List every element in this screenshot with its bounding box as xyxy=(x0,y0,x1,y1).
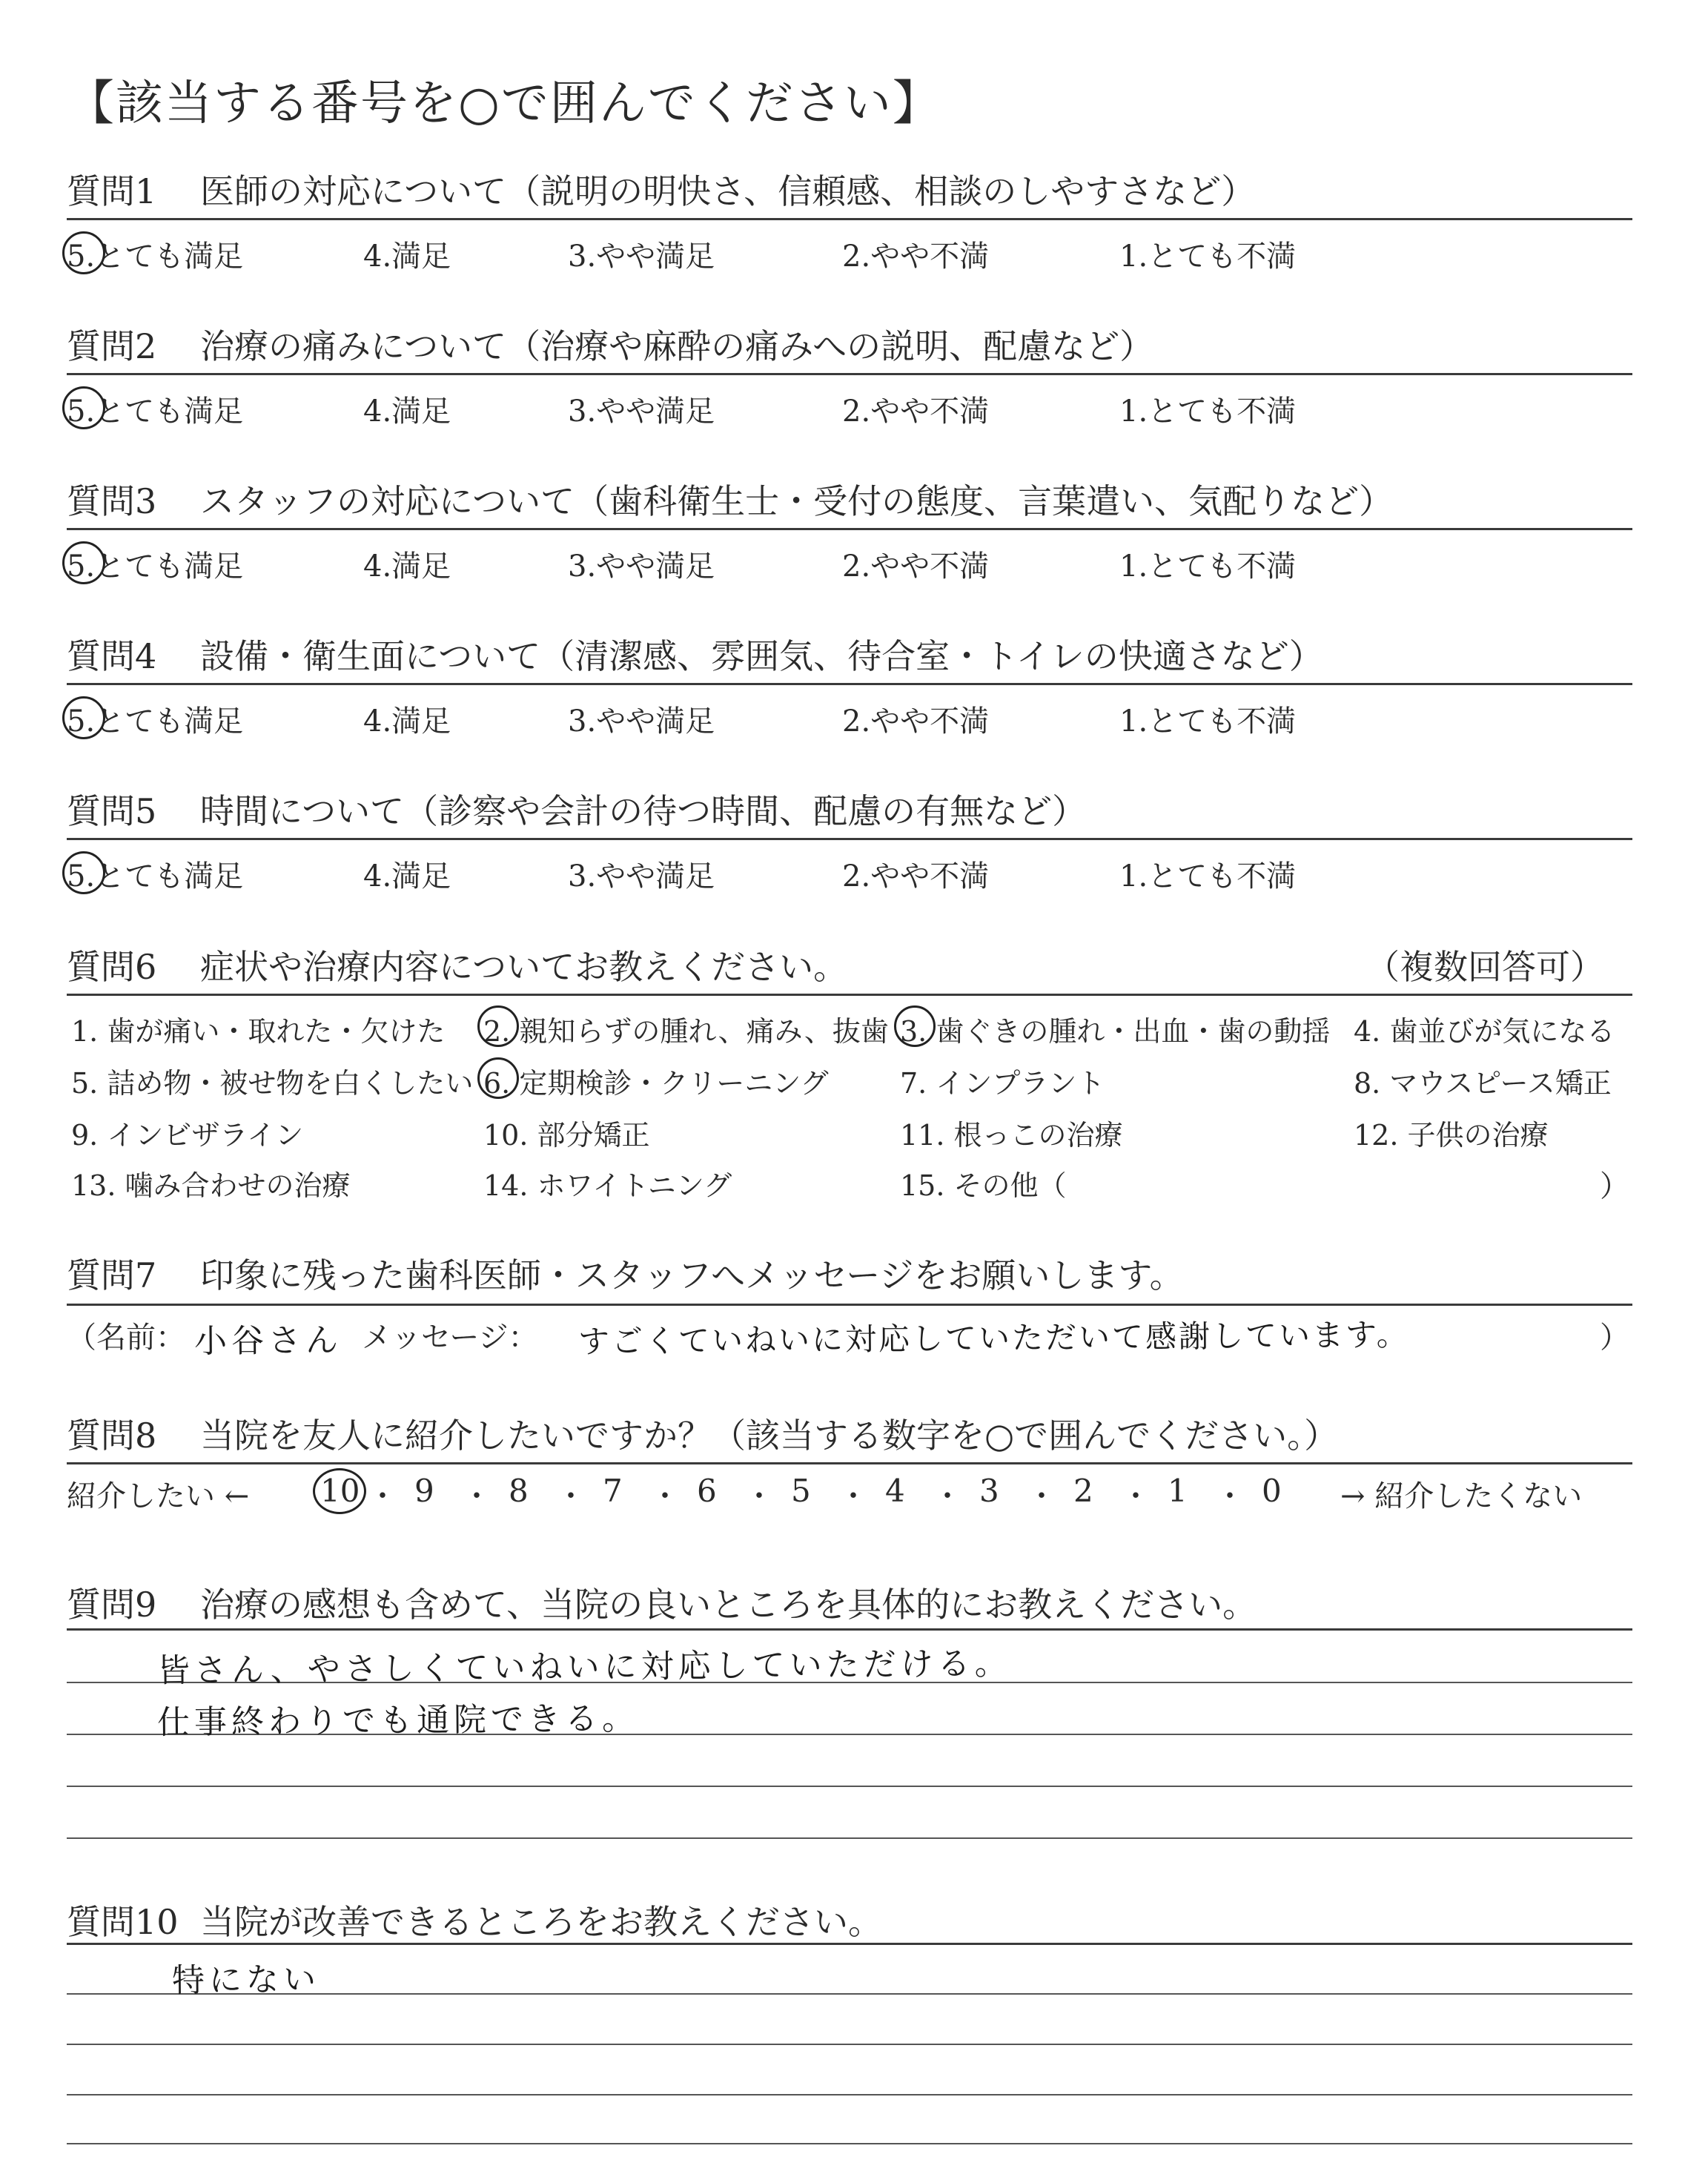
q7-message-handwriting: すごくていねいに対応していただいて感謝しています。 xyxy=(577,1316,1410,1360)
q4-option-2[interactable]: 2.やや不満 xyxy=(842,704,990,739)
q2-option-1[interactable]: 1.とても不満 xyxy=(1119,394,1297,429)
q1-option-4[interactable]: 4.満足 xyxy=(363,240,451,274)
q1-option-1[interactable]: 1.とても不満 xyxy=(1119,240,1297,274)
q8-text: 当院を友人に紹介したいですか？（該当する数字を○で囲んでください。） xyxy=(200,1416,1339,1456)
q5-option-1[interactable]: 1.とても不満 xyxy=(1119,859,1297,894)
q2-option-4[interactable]: 4.満足 xyxy=(363,394,451,429)
q1-option-3[interactable]: 3.やや満足 xyxy=(568,240,715,274)
q1-text: 医師の対応について（説明の明快さ、信頼感、相談のしやすさなど） xyxy=(200,171,1256,211)
q7-name-handwriting: 小谷さん xyxy=(193,1321,343,1361)
q6-option-5[interactable]: 5. 詰め物・被せ物を白くしたい xyxy=(71,1067,474,1100)
q8-scale-1[interactable]: 1 xyxy=(1168,1473,1188,1509)
q8-separator: ・ xyxy=(556,1479,586,1513)
q6-heading xyxy=(67,940,847,989)
q2-heading xyxy=(67,320,1153,369)
q10-rule xyxy=(67,1943,1632,1945)
q6-option-12[interactable]: 12. 子供の治療 xyxy=(1354,1119,1549,1152)
q4-number: 質問4 xyxy=(67,636,157,676)
q8-separator: ・ xyxy=(462,1479,491,1513)
q5-number: 質問5 xyxy=(67,791,157,831)
q8-separator: ・ xyxy=(744,1479,774,1513)
q6-option-11[interactable]: 11. 根っこの治療 xyxy=(900,1119,1123,1152)
q8-separator: ・ xyxy=(368,1479,397,1513)
q6-option-15[interactable]: 15. その他（ xyxy=(900,1169,1067,1202)
q3-option-3[interactable]: 3.やや満足 xyxy=(568,549,715,584)
q5-text: 時間について（診察や会計の待つ時間、配慮の有無など） xyxy=(200,791,1087,831)
q6-option-14[interactable]: 14. ホワイトニング xyxy=(483,1169,732,1202)
page-title: 【該当する番号を○で囲んでください】 xyxy=(67,76,941,131)
q3-option-1[interactable]: 1.とても不満 xyxy=(1119,549,1297,584)
q4-option-5[interactable]: 5.とても満足 xyxy=(67,704,244,739)
q5-heading xyxy=(67,785,1086,833)
q4-option-3[interactable]: 3.やや満足 xyxy=(568,704,715,739)
q8-scale-10[interactable]: 10 xyxy=(320,1473,360,1509)
q6-option-4[interactable]: 4. 歯並びが気になる xyxy=(1354,1015,1615,1048)
q8-separator: ・ xyxy=(1027,1479,1056,1513)
q8-scale-9[interactable]: 9 xyxy=(414,1473,434,1509)
q2-rule xyxy=(67,373,1632,375)
q6-option-8[interactable]: 8. マウスピース矯正 xyxy=(1354,1067,1612,1100)
q9-line-4 xyxy=(67,1837,1632,1839)
q6-option-2[interactable]: 2. 親知らずの腫れ、痛み、抜歯 xyxy=(483,1015,889,1048)
q4-rule xyxy=(67,683,1632,685)
q5-option-4[interactable]: 4.満足 xyxy=(363,859,451,894)
q10-heading xyxy=(67,1895,882,1944)
q1-heading xyxy=(67,165,1255,214)
q1-option-2[interactable]: 2.やや不満 xyxy=(842,240,990,274)
q6-option-13[interactable]: 13. 噛み合わせの治療 xyxy=(71,1169,351,1202)
q8-scale-2[interactable]: 2 xyxy=(1073,1473,1093,1509)
q6-option-3[interactable]: 3. 歯ぐきの腫れ・出血・歯の動揺 xyxy=(900,1015,1331,1048)
q1-option-5[interactable]: 5.とても満足 xyxy=(67,240,244,274)
q3-rule xyxy=(67,528,1632,530)
q10-line-3 xyxy=(67,2094,1632,2095)
q7-number: 質問7 xyxy=(67,1255,157,1295)
q9-number: 質問9 xyxy=(67,1585,157,1625)
q3-number: 質問3 xyxy=(67,481,157,521)
q7-rule xyxy=(67,1304,1632,1306)
q6-option-10[interactable]: 10. 部分矯正 xyxy=(483,1119,650,1152)
q10-line-2 xyxy=(67,2044,1632,2045)
q8-scale-0[interactable]: 0 xyxy=(1262,1473,1282,1509)
q2-option-3[interactable]: 3.やや満足 xyxy=(568,394,715,429)
q6-option-9[interactable]: 9. インビザライン xyxy=(71,1119,304,1152)
q2-text: 治療の痛みについて（治療や麻酔の痛みへの説明、配慮など） xyxy=(200,326,1154,366)
q3-option-4[interactable]: 4.満足 xyxy=(363,549,451,584)
q1-rule xyxy=(67,218,1632,220)
q8-separator: ・ xyxy=(838,1479,868,1513)
q8-scale-4[interactable]: 4 xyxy=(885,1473,905,1509)
q8-rule xyxy=(67,1462,1632,1464)
q6-option-7[interactable]: 7. インプラント xyxy=(900,1067,1105,1100)
q8-separator: ・ xyxy=(1215,1479,1245,1513)
q6-option-1[interactable]: 1. 歯が痛い・取れた・欠けた xyxy=(71,1015,446,1048)
q8-scale-6[interactable]: 6 xyxy=(697,1473,717,1509)
q8-scale-5[interactable]: 5 xyxy=(791,1473,811,1509)
q9-answer-2: 仕事終わりでも通院できる。 xyxy=(156,1700,640,1742)
q8-scale-8[interactable]: 8 xyxy=(509,1473,529,1509)
q8-number: 質問8 xyxy=(67,1416,157,1456)
q6-rule xyxy=(67,994,1632,996)
q2-option-2[interactable]: 2.やや不満 xyxy=(842,394,990,429)
q4-option-4[interactable]: 4.満足 xyxy=(363,704,451,739)
q8-right-label: → 紹介したくない xyxy=(1340,1479,1583,1513)
q9-rule xyxy=(67,1628,1632,1631)
q9-line-3 xyxy=(67,1786,1632,1787)
q9-heading xyxy=(67,1578,1257,1627)
q2-option-5[interactable]: 5.とても満足 xyxy=(67,394,244,429)
q3-text: スタッフの対応について（歯科衛生士・受付の態度、言葉遣い、気配りなど） xyxy=(200,481,1394,521)
q4-text: 設備・衛生面について（清潔感、雰囲気、待合室・トイレの快適さなど） xyxy=(200,636,1323,676)
q1-number: 質問1 xyxy=(67,171,157,211)
q6-option-6[interactable]: 6. 定期検診・クリーニング xyxy=(483,1067,829,1100)
q10-line-4 xyxy=(67,2143,1632,2144)
q7-name-label: （名前： xyxy=(67,1321,185,1355)
q8-heading xyxy=(67,1409,1338,1458)
q3-option-5[interactable]: 5.とても満足 xyxy=(67,549,244,584)
q8-left-label: 紹介したい ← xyxy=(67,1479,250,1513)
q5-option-3[interactable]: 3.やや満足 xyxy=(568,859,715,894)
q3-heading xyxy=(67,475,1393,524)
q4-heading xyxy=(67,630,1323,678)
q7-close: ） xyxy=(1600,1321,1629,1355)
q9-text: 治療の感想も含めて、当院の良いところを具体的にお教えください。 xyxy=(200,1585,1257,1625)
q8-scale-7[interactable]: 7 xyxy=(603,1473,623,1509)
q7-text: 印象に残った歯科医師・スタッフへメッセージをお願いします。 xyxy=(200,1255,1184,1295)
q7-message-label: メッセージ： xyxy=(362,1321,538,1355)
q9-answer-1: 皆さん、やさしくていねいに対応していただける。 xyxy=(156,1644,1012,1691)
q8-separator: ・ xyxy=(1121,1479,1151,1513)
q10-number: 質問10 xyxy=(67,1902,179,1942)
q10-text: 当院が改善できるところをお教えください。 xyxy=(200,1902,882,1942)
q4-option-1[interactable]: 1.とても不満 xyxy=(1119,704,1297,739)
q5-option-5[interactable]: 5.とても満足 xyxy=(67,859,244,894)
q8-separator: ・ xyxy=(650,1479,680,1513)
q8-scale-3[interactable]: 3 xyxy=(979,1473,999,1509)
q7-heading xyxy=(67,1249,1184,1298)
q6-text: 症状や治療内容についてお教えください。 xyxy=(200,947,848,987)
q10-answer-1: 特にない xyxy=(171,1961,321,2000)
q5-rule xyxy=(67,838,1632,840)
q8-separator: ・ xyxy=(933,1479,962,1513)
q6-number: 質問6 xyxy=(67,947,157,987)
q6-note: （複数回答可） xyxy=(1366,947,1604,987)
q2-number: 質問2 xyxy=(67,326,157,366)
q6-other-close: ） xyxy=(1600,1169,1629,1203)
q3-option-2[interactable]: 2.やや不満 xyxy=(842,549,990,584)
q5-option-2[interactable]: 2.やや不満 xyxy=(842,859,990,894)
